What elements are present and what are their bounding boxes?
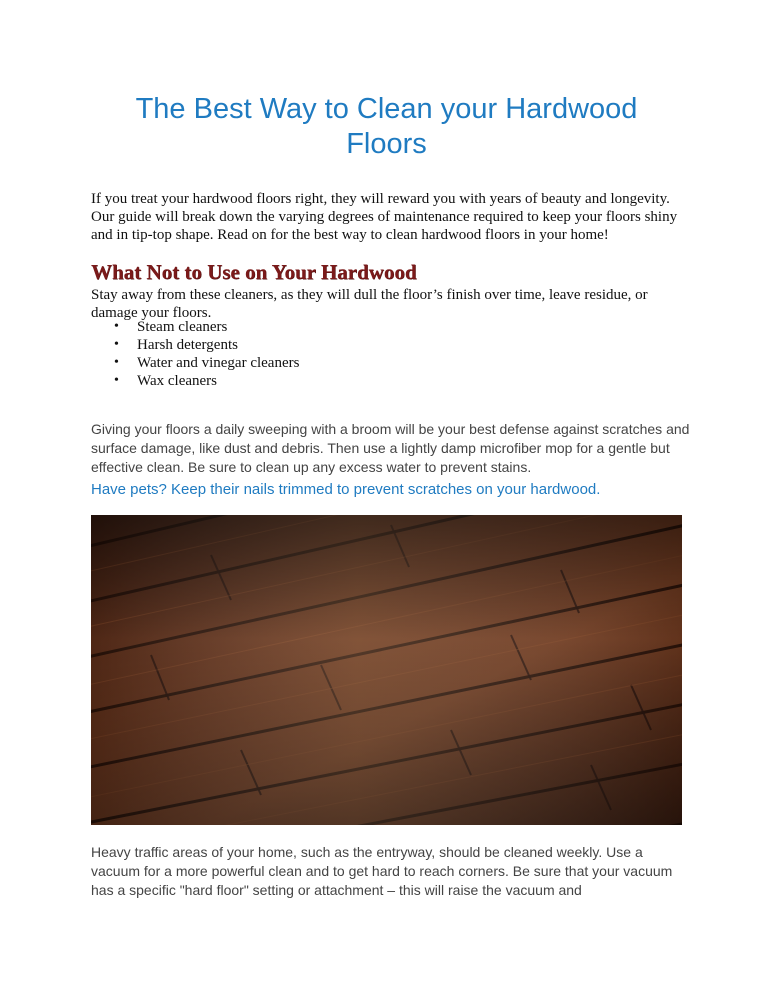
- title-line-1: The Best Way to Clean your Hardwood: [135, 93, 638, 125]
- list-item: • Water and vinegar cleaners: [137, 354, 299, 372]
- list-item: • Wax cleaners: [137, 372, 299, 390]
- section-heading: What Not to Use on Your Hardwood: [91, 260, 417, 284]
- hardwood-floor-photo: [91, 515, 682, 825]
- page-title: [90, 92, 683, 162]
- sweeping-paragraph: Giving your floors a daily sweeping with a broom will be your best defense against scratches and surface damage, like dust and debris. Then use a lightly damp microfiber mop for a gentle but effective clean. Be sure to clean up any excess water to prevent stains.: [91, 421, 690, 475]
- intro-paragraph: If you treat your hardwood floors right, they will reward you with years of beauty and longevity. Our guide will break down the varying degrees of maintenance required to keep your floors shiny and in tip-top shape. Read on for the best way to clean hardwood floors in your home!: [91, 191, 678, 243]
- cleaner-list: [91, 318, 299, 390]
- weekly-cleaning-paragraph: Heavy traffic areas of your home, such as the entryway, should be cleaned weekly. Use a vacuum for a more powerful clean and to get hard to reach corners. Be sure that your vacuum has a specific "hard floor" setting or attachment – this will raise the vacuum and: [91, 844, 673, 898]
- list-item: • Harsh detergents: [137, 336, 299, 354]
- list-item: • Steam cleaners: [137, 318, 299, 336]
- pet-tip: Have pets? Keep their nails trimmed to prevent scratches on your hardwood.: [91, 481, 601, 498]
- section-lead: Stay away from these cleaners, as they will dull the floor’s finish over time, leave residue, or damage your floors.: [91, 287, 648, 321]
- title-line-2: Floors: [346, 128, 427, 160]
